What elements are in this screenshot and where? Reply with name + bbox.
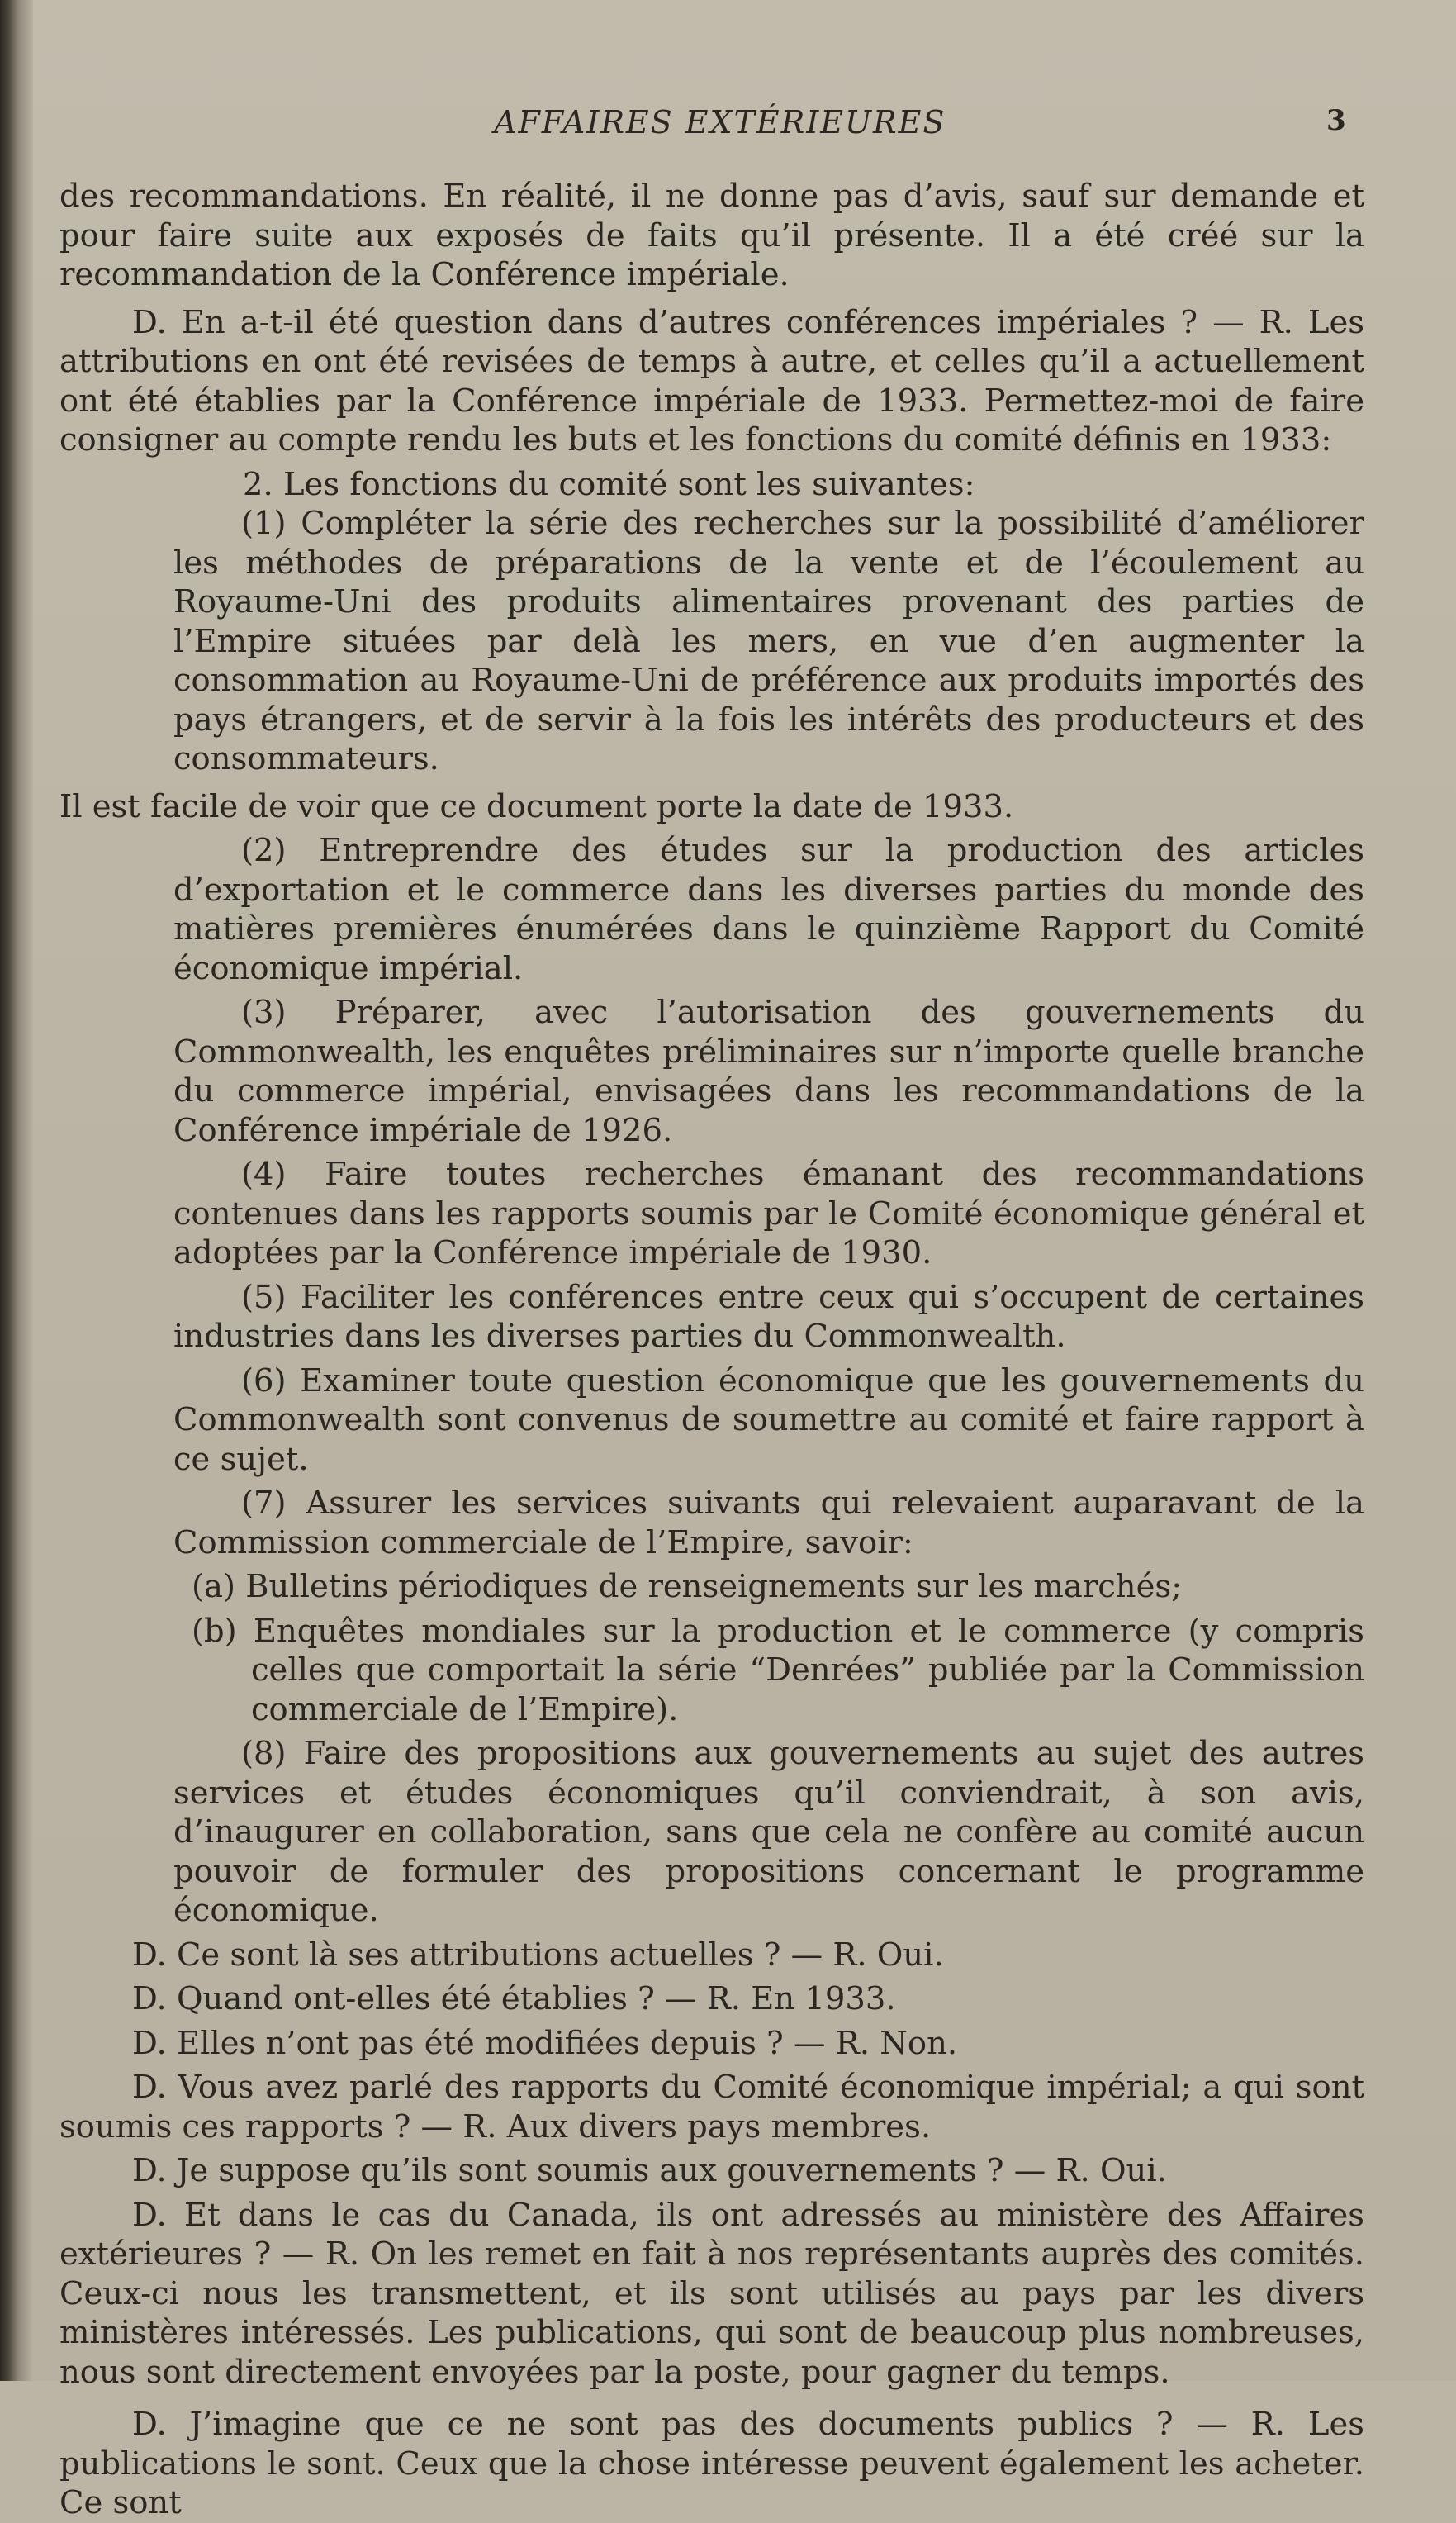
page-number: 3 [1326,104,1346,137]
quote-item: (8) Faire des propositions aux gouvernements au sujet des autres services et études économiques qu’il conviendrait, à son avis, d’inaugurer en collaboration, sans que cela ne confère au comité aucun pouvoir de formuler des propositions concernant le programme économique. [173,1735,1364,1929]
paragraph: Il est facile de voir que ce document porte la date de 1933. [59,787,1014,825]
quote-block [59,1734,1364,1931]
body-text [59,177,1364,2523]
quote-block [59,504,1364,779]
qa-line: D. J’imagine que ce ne sont pas des documents publics ? — R. Les publications le sont. Ceux que la chose intéresse peuvent également les acheter. Ce sont [59,2406,1364,2521]
qa-line: D. Vous avez parlé des rapports du Comité économique impérial; a qui sont soumis ces rapports ? — R. Aux divers pays membres. [59,2069,1364,2145]
book-binding-edge [0,0,33,2381]
quote-item: (3) Préparer, avec l’autorisation des gouvernements du Commonwealth, les enquêtes préliminaires sur n’importe quelle branche du commerce impérial, envisagées dans les recommandations de la Conférence impériale de 1926. [173,994,1364,1149]
paragraph: des recommandations. En réalité, il ne donne pas d’avis, sauf sur demande et pour faire suite aux exposés de faits qu’il présente. Il a été créé sur la recommandation de la Conférence impériale. [59,178,1364,293]
quote-item: (5) Faciliter les conférences entre ceux qui s’occupent de certaines industries dans les diverses parties du Commonwealth. [173,1278,1364,1355]
quote-block [59,831,1364,1562]
quote-item: (1) Compléter la série des recherches sur la possibilité d’améliorer les méthodes de préparations de la vente et de l’écoulement au Royaume-Uni des produits alimentaires provenant des parties de l’Empire situées par delà les mers, en vue d’en augmenter la consommation au Royaume-Uni de préférence aux produits importés des pays étrangers, et de servir à la fois les intérêts des producteurs et des consommateurs. [173,505,1364,777]
header-title: AFFAIRES EXTÉRIEURES [494,104,946,140]
quote-item: (7) Assurer les services suivants qui relevaient auparavant de la Commission commerciale de l’Empire, savoir: [173,1485,1364,1561]
quote-item: (4) Faire toutes recherches émanant des recommandations contenues dans les rapports soumis par le Comité économique général et adoptées par la Conférence impériale de 1930. [173,1156,1364,1271]
qa-line: D. Ce sont là ses attributions actuelles ? — R. Oui. [132,1936,944,1974]
qa-line: D. Quand ont-elles été établies ? — R. En 1933. [132,1980,896,2017]
qa-line: D. Elles n’ont pas été modifiées depuis ? — R. Non. [132,2024,958,2062]
quote-item: (2) Entreprendre des études sur la production des articles d’exportation et le commerce dans les diverses parties du monde des matières premières énumérées dans le quinzième Rapport du Comité économique impérial. [173,832,1364,987]
quote-subitem: (a) Bulletins périodiques de renseignements sur les marchés; [192,1568,1183,1605]
qa-line: D. Je suppose qu’ils sont soumis aux gouvernements ? — R. Oui. [132,2152,1167,2189]
quote-subitem: (b) Enquêtes mondiales sur la production et le commerce (y compris celles que comportait la série “Denrées” publiée par la Commission commerciale de l’Empire). [192,1612,1364,1728]
quote-item: (6) Examiner toute question économique que les gouvernements du Commonwealth sont convenus de soumettre au comité et faire rapport à ce sujet. [173,1361,1364,1478]
running-header [0,104,1456,145]
paragraph: D. En a-t-il été question dans d’autres conférences impériales ? — R. Les attributions en ont été revisées de temps à autre, et celles qu’il a actuellement ont été établies par la Conférence impériale de 1933. Permettez-moi de faire consigner au compte rendu les buts et les fonctions du comité définis en 1933: [59,303,1364,459]
quote-heading: 2. Les fonctions du comité sont les suivantes: [243,465,975,503]
qa-line: D. Et dans le cas du Canada, ils ont adressés au ministère des Affaires extérieures ? — R. On les remet en fait à nos représentants auprès des comités. Ceux-ci nous les transmettent, et ils sont utilisés au pays par les divers ministères intéressés. Les publications, qui sont de beaucoup plus nombreuses, nous sont directement envoyées par la poste, pour gagner du temps. [59,2196,1364,2391]
